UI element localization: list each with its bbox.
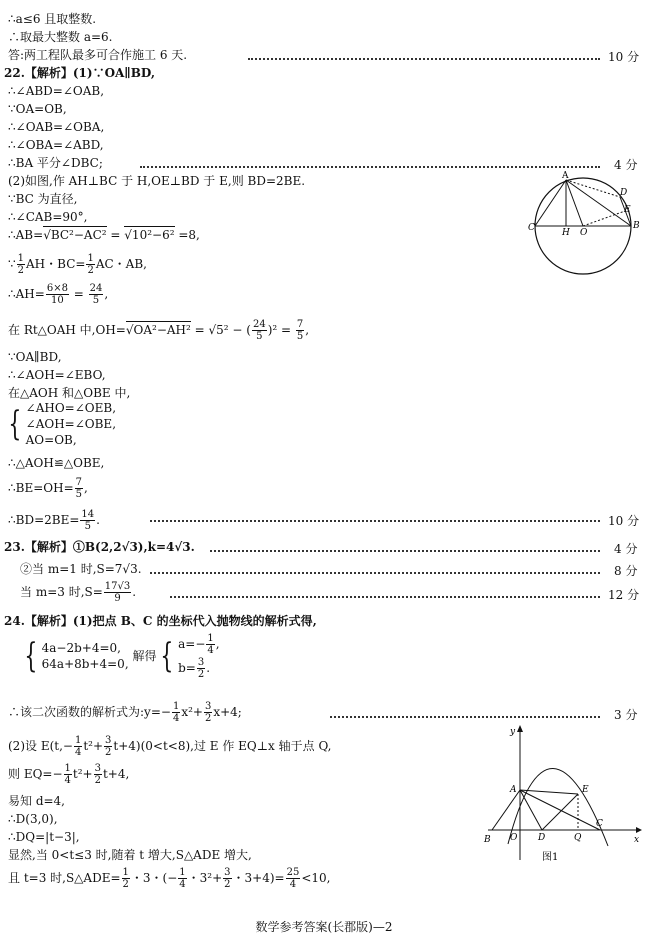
equation-line bbox=[8, 316, 309, 344]
denominator: 5 bbox=[92, 295, 100, 306]
circle-figure bbox=[528, 168, 646, 278]
equation-line bbox=[8, 732, 332, 760]
fraction bbox=[252, 319, 267, 342]
denominator: 5 bbox=[296, 331, 304, 342]
numerator: 1 bbox=[74, 735, 82, 746]
equation-line bbox=[8, 280, 108, 308]
solution-b: b= $\frac{3}{2}$ . bbox=[178, 657, 211, 680]
fraction bbox=[89, 283, 104, 306]
coordinate-figure bbox=[478, 722, 643, 867]
denominator: 2 bbox=[17, 265, 25, 276]
radical: √BC²−AC² bbox=[43, 228, 107, 242]
text-line: ∴∠ABD=∠OAB, bbox=[8, 84, 105, 98]
label-x: x bbox=[634, 835, 640, 845]
equation-line bbox=[8, 474, 88, 502]
numerator: 6×8 bbox=[46, 283, 68, 294]
text-line: ∴BA 平分∠DBC; bbox=[8, 156, 103, 170]
score: 4 分 bbox=[614, 542, 638, 556]
text: , bbox=[104, 287, 109, 301]
text: . bbox=[132, 585, 137, 599]
text: . bbox=[96, 513, 100, 527]
text: ・3+4)= bbox=[232, 871, 285, 885]
label-h: H bbox=[562, 228, 570, 238]
text-line: ∴a≤6 且取整数. bbox=[8, 12, 97, 26]
text: =8, bbox=[174, 228, 200, 242]
text: t²+ bbox=[72, 767, 93, 781]
numerator: 3 bbox=[224, 867, 231, 878]
brace: { bbox=[160, 636, 174, 676]
question-22-header: 22.【解析】(1)∵OA∥BD, bbox=[4, 66, 155, 80]
text: <10, bbox=[301, 871, 331, 885]
denominator: 2 bbox=[197, 669, 205, 680]
equation-line bbox=[8, 506, 100, 534]
segment-ao bbox=[566, 180, 583, 226]
score: 12 分 bbox=[608, 588, 640, 602]
denominator: 2 bbox=[122, 879, 129, 890]
text: 4a−2b+4=0, bbox=[41, 641, 121, 655]
numerator: 25 bbox=[286, 867, 300, 878]
equation-line bbox=[20, 578, 136, 606]
segment-de bbox=[542, 794, 578, 830]
dot-leader bbox=[210, 550, 600, 552]
score: 8 分 bbox=[614, 564, 638, 578]
equation-line bbox=[8, 698, 242, 726]
numerator: 3 bbox=[94, 763, 101, 774]
denominator: 5 bbox=[75, 489, 82, 500]
system-lines bbox=[42, 640, 129, 672]
label-d: D bbox=[538, 833, 546, 843]
text-line: ②当 m=1 时,S=7√3. bbox=[20, 562, 142, 576]
segment-oe bbox=[583, 211, 625, 226]
equation-line bbox=[8, 760, 129, 788]
numerator: 24 bbox=[89, 283, 103, 294]
text: (2)设 E(t,− bbox=[8, 739, 73, 753]
segment-ad bbox=[566, 180, 620, 197]
text-line: ∴∠CAB=90°, bbox=[8, 210, 88, 224]
text: x+4; bbox=[213, 705, 242, 719]
fraction bbox=[178, 867, 186, 890]
system-lines bbox=[26, 400, 116, 448]
numerator: 24 bbox=[252, 319, 266, 330]
fraction bbox=[75, 477, 83, 500]
denominator: 2 bbox=[105, 747, 112, 758]
text-line: ∴DQ=|t−3|, bbox=[8, 830, 80, 844]
equation-line bbox=[8, 864, 330, 892]
text-line: ∵OA=OB, bbox=[8, 102, 67, 116]
fraction bbox=[223, 867, 231, 890]
denominator: 10 bbox=[51, 295, 64, 306]
fraction bbox=[122, 867, 130, 890]
fraction bbox=[86, 253, 94, 276]
text-line: ∴∠OBA=∠ABD, bbox=[8, 138, 104, 152]
brace: { bbox=[24, 636, 38, 676]
text: b= bbox=[178, 661, 196, 675]
parabola bbox=[508, 768, 608, 846]
text: ∴BE=OH= bbox=[8, 481, 74, 495]
text: , bbox=[305, 323, 310, 337]
text: ∴AB= bbox=[8, 228, 44, 242]
label-o: O bbox=[510, 833, 518, 843]
label-a: A bbox=[562, 171, 569, 181]
numerator: 1 bbox=[207, 633, 214, 644]
numerator: 7 bbox=[296, 319, 304, 330]
numerator: 3 bbox=[105, 735, 112, 746]
text: = √5² − ( bbox=[190, 323, 251, 337]
x-axis-arrow bbox=[636, 827, 642, 833]
text: 解得 bbox=[132, 649, 157, 663]
fraction bbox=[17, 253, 25, 276]
denominator: 5 bbox=[256, 331, 263, 342]
numerator: 14 bbox=[81, 509, 95, 520]
equation-line bbox=[8, 250, 147, 278]
equation-system bbox=[4, 400, 116, 448]
brace: { bbox=[8, 404, 22, 444]
score: 10 分 bbox=[608, 514, 640, 528]
label-e: E bbox=[582, 785, 589, 795]
text: , bbox=[84, 481, 88, 495]
fraction bbox=[172, 701, 180, 724]
text-line: ∴△AOH≌△OBE, bbox=[8, 456, 105, 470]
label-e: E bbox=[624, 205, 631, 215]
text: 在 Rt△OAH 中,OH= bbox=[8, 323, 126, 337]
fraction bbox=[104, 581, 131, 604]
page-footer: 数学参考答案(长郡版)—2 bbox=[255, 920, 393, 934]
label-b: B bbox=[484, 835, 491, 845]
text-line: 答:两工程队最多可合作施工 6 天. bbox=[8, 48, 188, 62]
text: t+4)(0<t<8),过 E 作 EQ⊥x 轴于点 Q, bbox=[113, 739, 332, 753]
dot-leader bbox=[150, 520, 600, 522]
segment-ca bbox=[535, 180, 566, 226]
fraction bbox=[74, 735, 82, 758]
text: AH・BC= bbox=[26, 257, 86, 271]
text: = bbox=[69, 287, 88, 301]
label-d: D bbox=[620, 188, 628, 198]
fraction bbox=[80, 509, 95, 532]
denominator: 2 bbox=[94, 775, 101, 786]
text: ∠AHO=∠OEB, bbox=[25, 401, 117, 415]
text: ・3・(− bbox=[130, 871, 178, 885]
denominator: 2 bbox=[87, 265, 94, 276]
y-axis-arrow bbox=[517, 725, 523, 732]
numerator: 3 bbox=[204, 701, 212, 712]
numerator: 1 bbox=[64, 763, 71, 774]
equation-line bbox=[8, 228, 200, 242]
text: AO=OB, bbox=[25, 433, 77, 447]
text: t+4, bbox=[102, 767, 130, 781]
radical: √OA²−AH² bbox=[125, 323, 191, 337]
fraction bbox=[197, 657, 205, 680]
text-line: ∴取最大整数 a=6. bbox=[8, 30, 113, 44]
solution-a: a=− $\frac{1}{4}$ , bbox=[178, 633, 220, 656]
text: 64a+8b+4=0, bbox=[41, 657, 129, 671]
fraction bbox=[46, 283, 69, 306]
text: = bbox=[106, 228, 125, 242]
label-y: y bbox=[510, 727, 516, 737]
numerator: 1 bbox=[17, 253, 25, 264]
fraction bbox=[204, 701, 212, 724]
text: ∴该二次函数的解析式为:y=− bbox=[8, 705, 171, 719]
numerator: 1 bbox=[172, 701, 180, 712]
denominator: 4 bbox=[64, 775, 71, 786]
label-c: C bbox=[596, 819, 603, 829]
fraction bbox=[104, 735, 112, 758]
numerator: 1 bbox=[122, 867, 129, 878]
score: 10 分 bbox=[608, 50, 640, 64]
label-q: Q bbox=[574, 833, 582, 843]
text: AC・AB, bbox=[95, 257, 147, 271]
numerator: 1 bbox=[179, 867, 186, 878]
system-lines bbox=[178, 632, 219, 680]
radical: √10²−6² bbox=[124, 228, 175, 242]
dot-leader bbox=[330, 716, 600, 718]
text: a=− bbox=[178, 637, 206, 651]
fraction bbox=[286, 867, 301, 890]
text: ∠AOH=∠OBE, bbox=[25, 417, 117, 431]
equation-system bbox=[20, 632, 220, 680]
text: ・3²+ bbox=[187, 871, 223, 885]
text-line: ∴D(3,0), bbox=[8, 812, 58, 826]
fraction bbox=[296, 319, 304, 342]
text: t²+ bbox=[83, 739, 104, 753]
line-bc bbox=[492, 790, 520, 830]
numerator: 1 bbox=[87, 253, 94, 264]
denominator: 2 bbox=[204, 713, 212, 724]
dot-leader bbox=[248, 58, 600, 60]
numerator: 17√3 bbox=[104, 581, 131, 592]
label-c: C bbox=[528, 223, 535, 233]
text-line: 易知 d=4, bbox=[8, 794, 66, 808]
denominator: 4 bbox=[289, 879, 297, 890]
fraction bbox=[64, 763, 72, 786]
label-b: B bbox=[633, 221, 640, 231]
denominator: 2 bbox=[224, 879, 231, 890]
text: 当 m=3 时,S= bbox=[20, 585, 103, 599]
text: )² = bbox=[267, 323, 295, 337]
text-line: (2)如图,作 AH⊥BC 于 H,OE⊥BD 于 E,则 BD=2BE. bbox=[8, 174, 306, 188]
text-line: 在△AOH 和△OBE 中, bbox=[8, 386, 131, 400]
dot-leader bbox=[150, 572, 600, 574]
text: ∴BD=2BE= bbox=[8, 513, 80, 527]
denominator: 4 bbox=[172, 713, 180, 724]
denominator: 4 bbox=[74, 747, 82, 758]
fraction bbox=[206, 633, 214, 656]
denominator: 4 bbox=[207, 645, 214, 656]
label-a: A bbox=[510, 785, 517, 795]
question-24-header: 24.【解析】(1)把点 B、C 的坐标代入抛物线的解析式得, bbox=[4, 614, 317, 628]
text: x²+ bbox=[181, 705, 203, 719]
text: ∵ bbox=[8, 257, 16, 271]
text-line: ∵BC 为直径, bbox=[8, 192, 78, 206]
denominator: 9 bbox=[114, 593, 121, 604]
text-line: ∴∠OAB=∠OBA, bbox=[8, 120, 105, 134]
score: 3 分 bbox=[614, 708, 638, 722]
question-23-header: 23.【解析】①B(2,2√3),k=4√3. bbox=[4, 540, 195, 554]
segment-ab bbox=[566, 180, 631, 226]
text-line: ∴∠AOH=∠EBO, bbox=[8, 368, 106, 382]
text: 则 EQ=− bbox=[8, 767, 63, 781]
label-o: O bbox=[580, 228, 588, 238]
text-line: 显然,当 0<t≤3 时,随着 t 增大,S△ADE 增大, bbox=[8, 848, 252, 862]
segment-ac bbox=[520, 790, 600, 830]
text: 且 t=3 时,S△ADE= bbox=[8, 871, 121, 885]
segment-ae bbox=[520, 790, 578, 794]
score: 4 分 bbox=[614, 158, 638, 172]
dot-leader bbox=[170, 596, 600, 598]
numerator: 7 bbox=[75, 477, 82, 488]
numerator: 3 bbox=[197, 657, 205, 668]
denominator: 5 bbox=[84, 521, 91, 532]
fraction bbox=[94, 763, 102, 786]
denominator: 4 bbox=[179, 879, 186, 890]
text: ∴AH= bbox=[8, 287, 45, 301]
text-line: ∵OA∥BD, bbox=[8, 350, 62, 364]
figure-caption: 图1 bbox=[542, 852, 559, 863]
